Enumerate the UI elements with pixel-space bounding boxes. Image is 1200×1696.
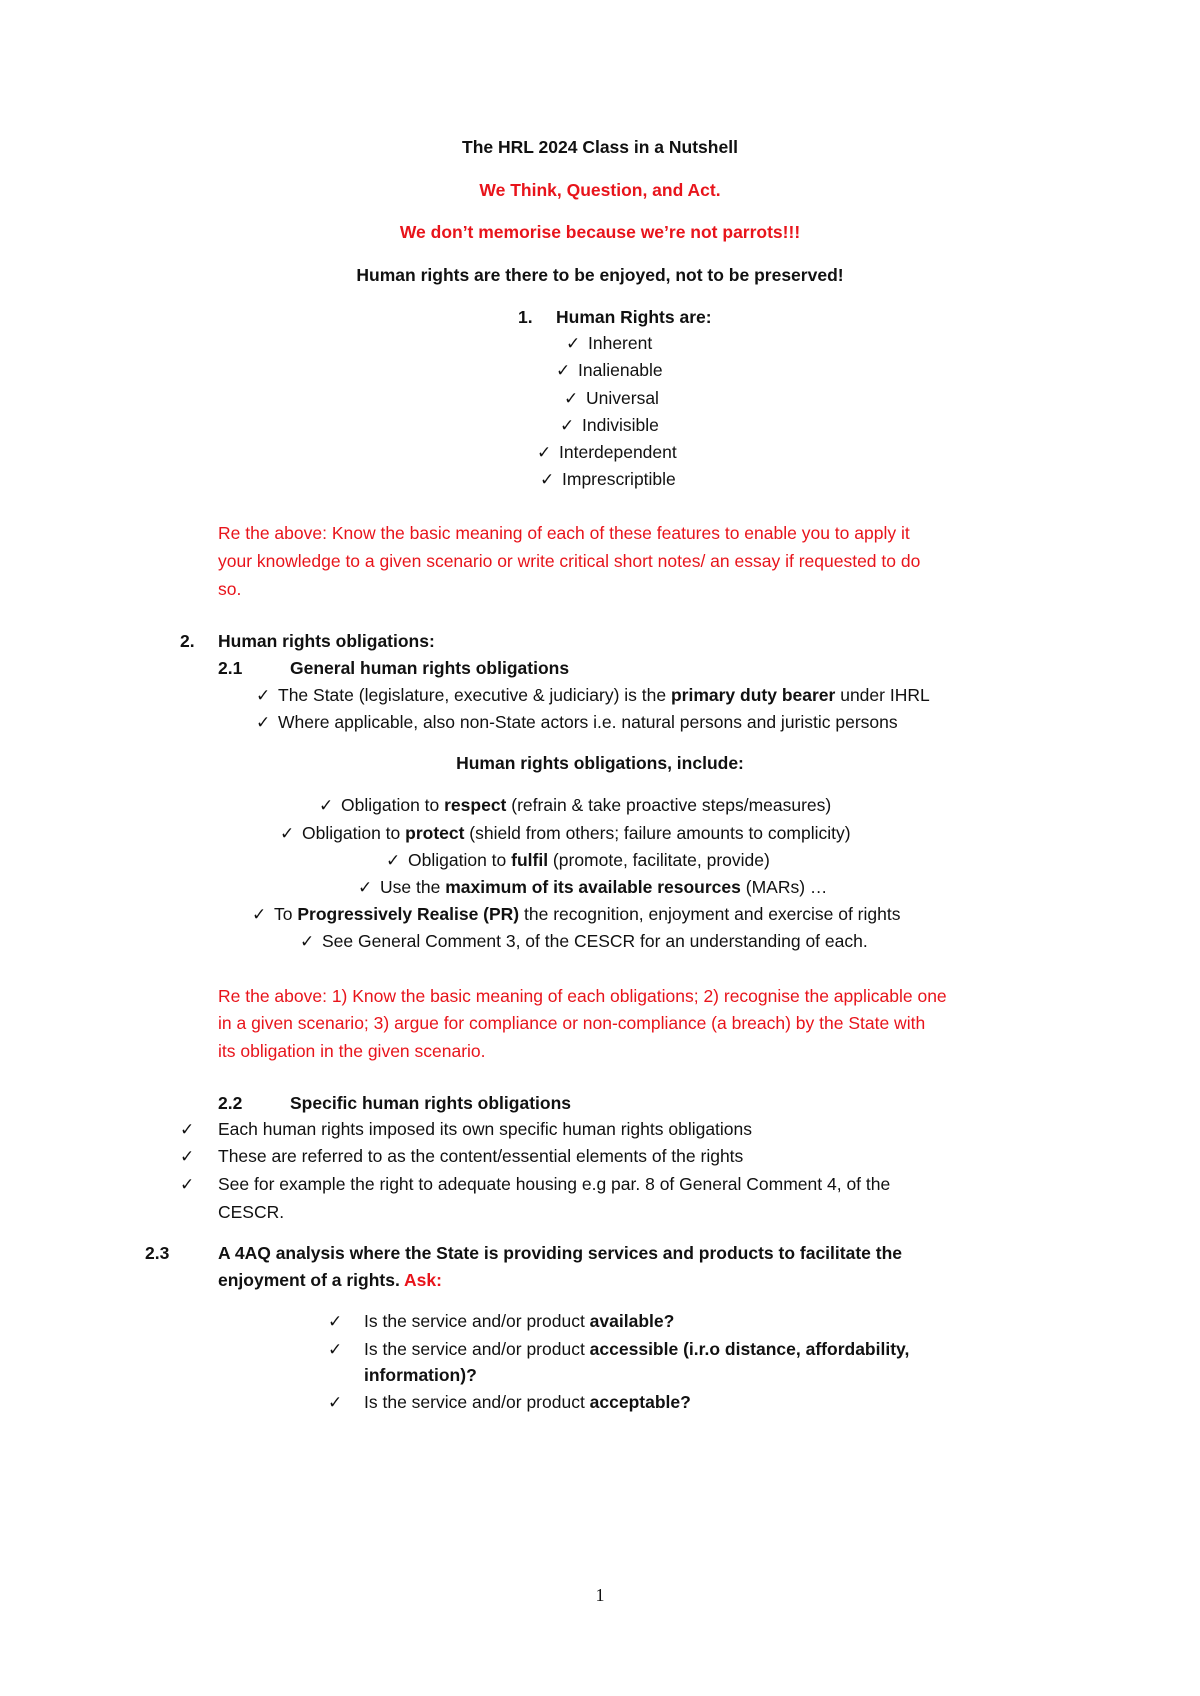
list-item: ✓ Where applicable, also non-State actors i.e. natural persons and juristic persons	[256, 712, 898, 733]
list-item: ✓ Obligation to respect (refrain & take proactive steps/measures)	[319, 795, 832, 816]
section-title: Human Rights are:	[556, 307, 712, 327]
section-number: 1.	[518, 307, 533, 327]
section-2-heading	[180, 630, 435, 652]
list-item: ✓ Inherent	[566, 333, 653, 354]
list-item: ✓ Is the service and/or product available?	[328, 1311, 675, 1332]
list-item: ✓ Is the service and/or product acceptable?	[328, 1392, 691, 1413]
checkmark-icon: ✓	[566, 334, 581, 354]
list-item: ✓ These are referred to as the content/essential elements of the rights	[180, 1146, 744, 1167]
list-item: ✓ Indivisible	[560, 415, 659, 436]
note-line: your knowledge to a given scenario or write critical short notes/ an essay if requested to do	[218, 551, 921, 571]
checkmark-icon: ✓	[256, 686, 271, 706]
checkmark-icon: ✓	[537, 443, 552, 463]
subsection-2-3-heading-cont: enjoyment of a rights. Ask:	[218, 1270, 442, 1290]
section-number: 2.3	[145, 1243, 170, 1263]
motto-line-2: We don’t memorise because we’re not parrots!!!	[399, 222, 801, 242]
checkmark-icon: ✓	[180, 1175, 195, 1195]
checkmark-icon: ✓	[564, 389, 579, 409]
checkmark-icon: ✓	[328, 1340, 343, 1360]
checkmark-icon: ✓	[300, 932, 315, 952]
checkmark-icon: ✓	[328, 1393, 343, 1413]
list-item: ✓ To Progressively Realise (PR) the recognition, enjoyment and exercise of rights	[252, 904, 901, 925]
checkmark-icon: ✓	[180, 1147, 195, 1167]
checkmark-icon: ✓	[560, 416, 575, 436]
section-number: 2.	[180, 631, 195, 651]
list-item: ✓ See General Comment 3, of the CESCR for an understanding of each.	[300, 931, 868, 952]
note-line: so.	[218, 579, 242, 599]
note-line: in a given scenario; 3) argue for compliance or non-compliance (a breach) by the State with	[218, 1013, 926, 1033]
list-item: ✓ The State (legislature, executive & judiciary) is the primary duty bearer under IHRL	[256, 685, 930, 706]
section-title: General human rights obligations	[290, 658, 570, 678]
checkmark-icon: ✓	[386, 851, 401, 871]
list-item-continuation: information)?	[364, 1365, 477, 1385]
list-item: ✓ Universal	[564, 388, 659, 409]
checkmark-icon: ✓	[328, 1312, 343, 1332]
subsection-2-2-heading	[218, 1092, 571, 1114]
section-number: 2.1	[218, 658, 243, 678]
section-title: Human rights obligations:	[218, 631, 435, 651]
motto-line-3: Human rights are there to be enjoyed, not to be preserved!	[356, 265, 844, 285]
checkmark-icon: ✓	[180, 1120, 195, 1140]
checkmark-icon: ✓	[280, 824, 295, 844]
motto-line-1: We Think, Question, and Act.	[479, 180, 721, 200]
list-item-continuation: CESCR.	[218, 1202, 285, 1222]
list-item: ✓ Each human rights imposed its own specific human rights obligations	[180, 1119, 753, 1140]
section-number: 2.2	[218, 1093, 243, 1113]
checkmark-icon: ✓	[358, 878, 373, 898]
list-item: ✓ Obligation to fulfil (promote, facilitate, provide)	[386, 850, 770, 871]
checkmark-icon: ✓	[256, 713, 271, 733]
note-line: its obligation in the given scenario.	[218, 1041, 486, 1061]
note-line: Re the above: Know the basic meaning of each of these features to enable you to apply it	[218, 523, 910, 543]
subsection-2-3-heading	[145, 1242, 902, 1264]
list-item: ✓ Inalienable	[556, 360, 663, 381]
checkmark-icon: ✓	[556, 361, 571, 381]
section-1-heading	[518, 306, 712, 328]
list-item: ✓ See for example the right to adequate housing e.g par. 8 of General Comment 4, of the	[180, 1174, 891, 1195]
obligations-heading: Human rights obligations, include:	[456, 753, 744, 773]
checkmark-icon: ✓	[252, 905, 267, 925]
note-line: Re the above: 1) Know the basic meaning of each obligations; 2) recognise the applicable one	[218, 986, 947, 1006]
checkmark-icon: ✓	[319, 796, 334, 816]
page-number: 1	[595, 1585, 605, 1605]
list-item: ✓ Use the maximum of its available resources (MARs) …	[358, 877, 828, 898]
subsection-2-1-heading	[218, 657, 569, 679]
checkmark-icon: ✓	[540, 470, 555, 490]
list-item: ✓ Is the service and/or product accessible (i.r.o distance, affordability,	[328, 1339, 910, 1360]
ask-label: Ask:	[404, 1270, 442, 1290]
list-item: ✓ Interdependent	[537, 442, 677, 463]
section-title: A 4AQ analysis where the State is providing services and products to facilitate the	[218, 1243, 902, 1263]
list-item: ✓ Obligation to protect (shield from others; failure amounts to complicity)	[280, 823, 851, 844]
document-title: The HRL 2024 Class in a Nutshell	[462, 137, 738, 157]
list-item: ✓ Imprescriptible	[540, 469, 676, 490]
section-title: Specific human rights obligations	[290, 1093, 571, 1113]
